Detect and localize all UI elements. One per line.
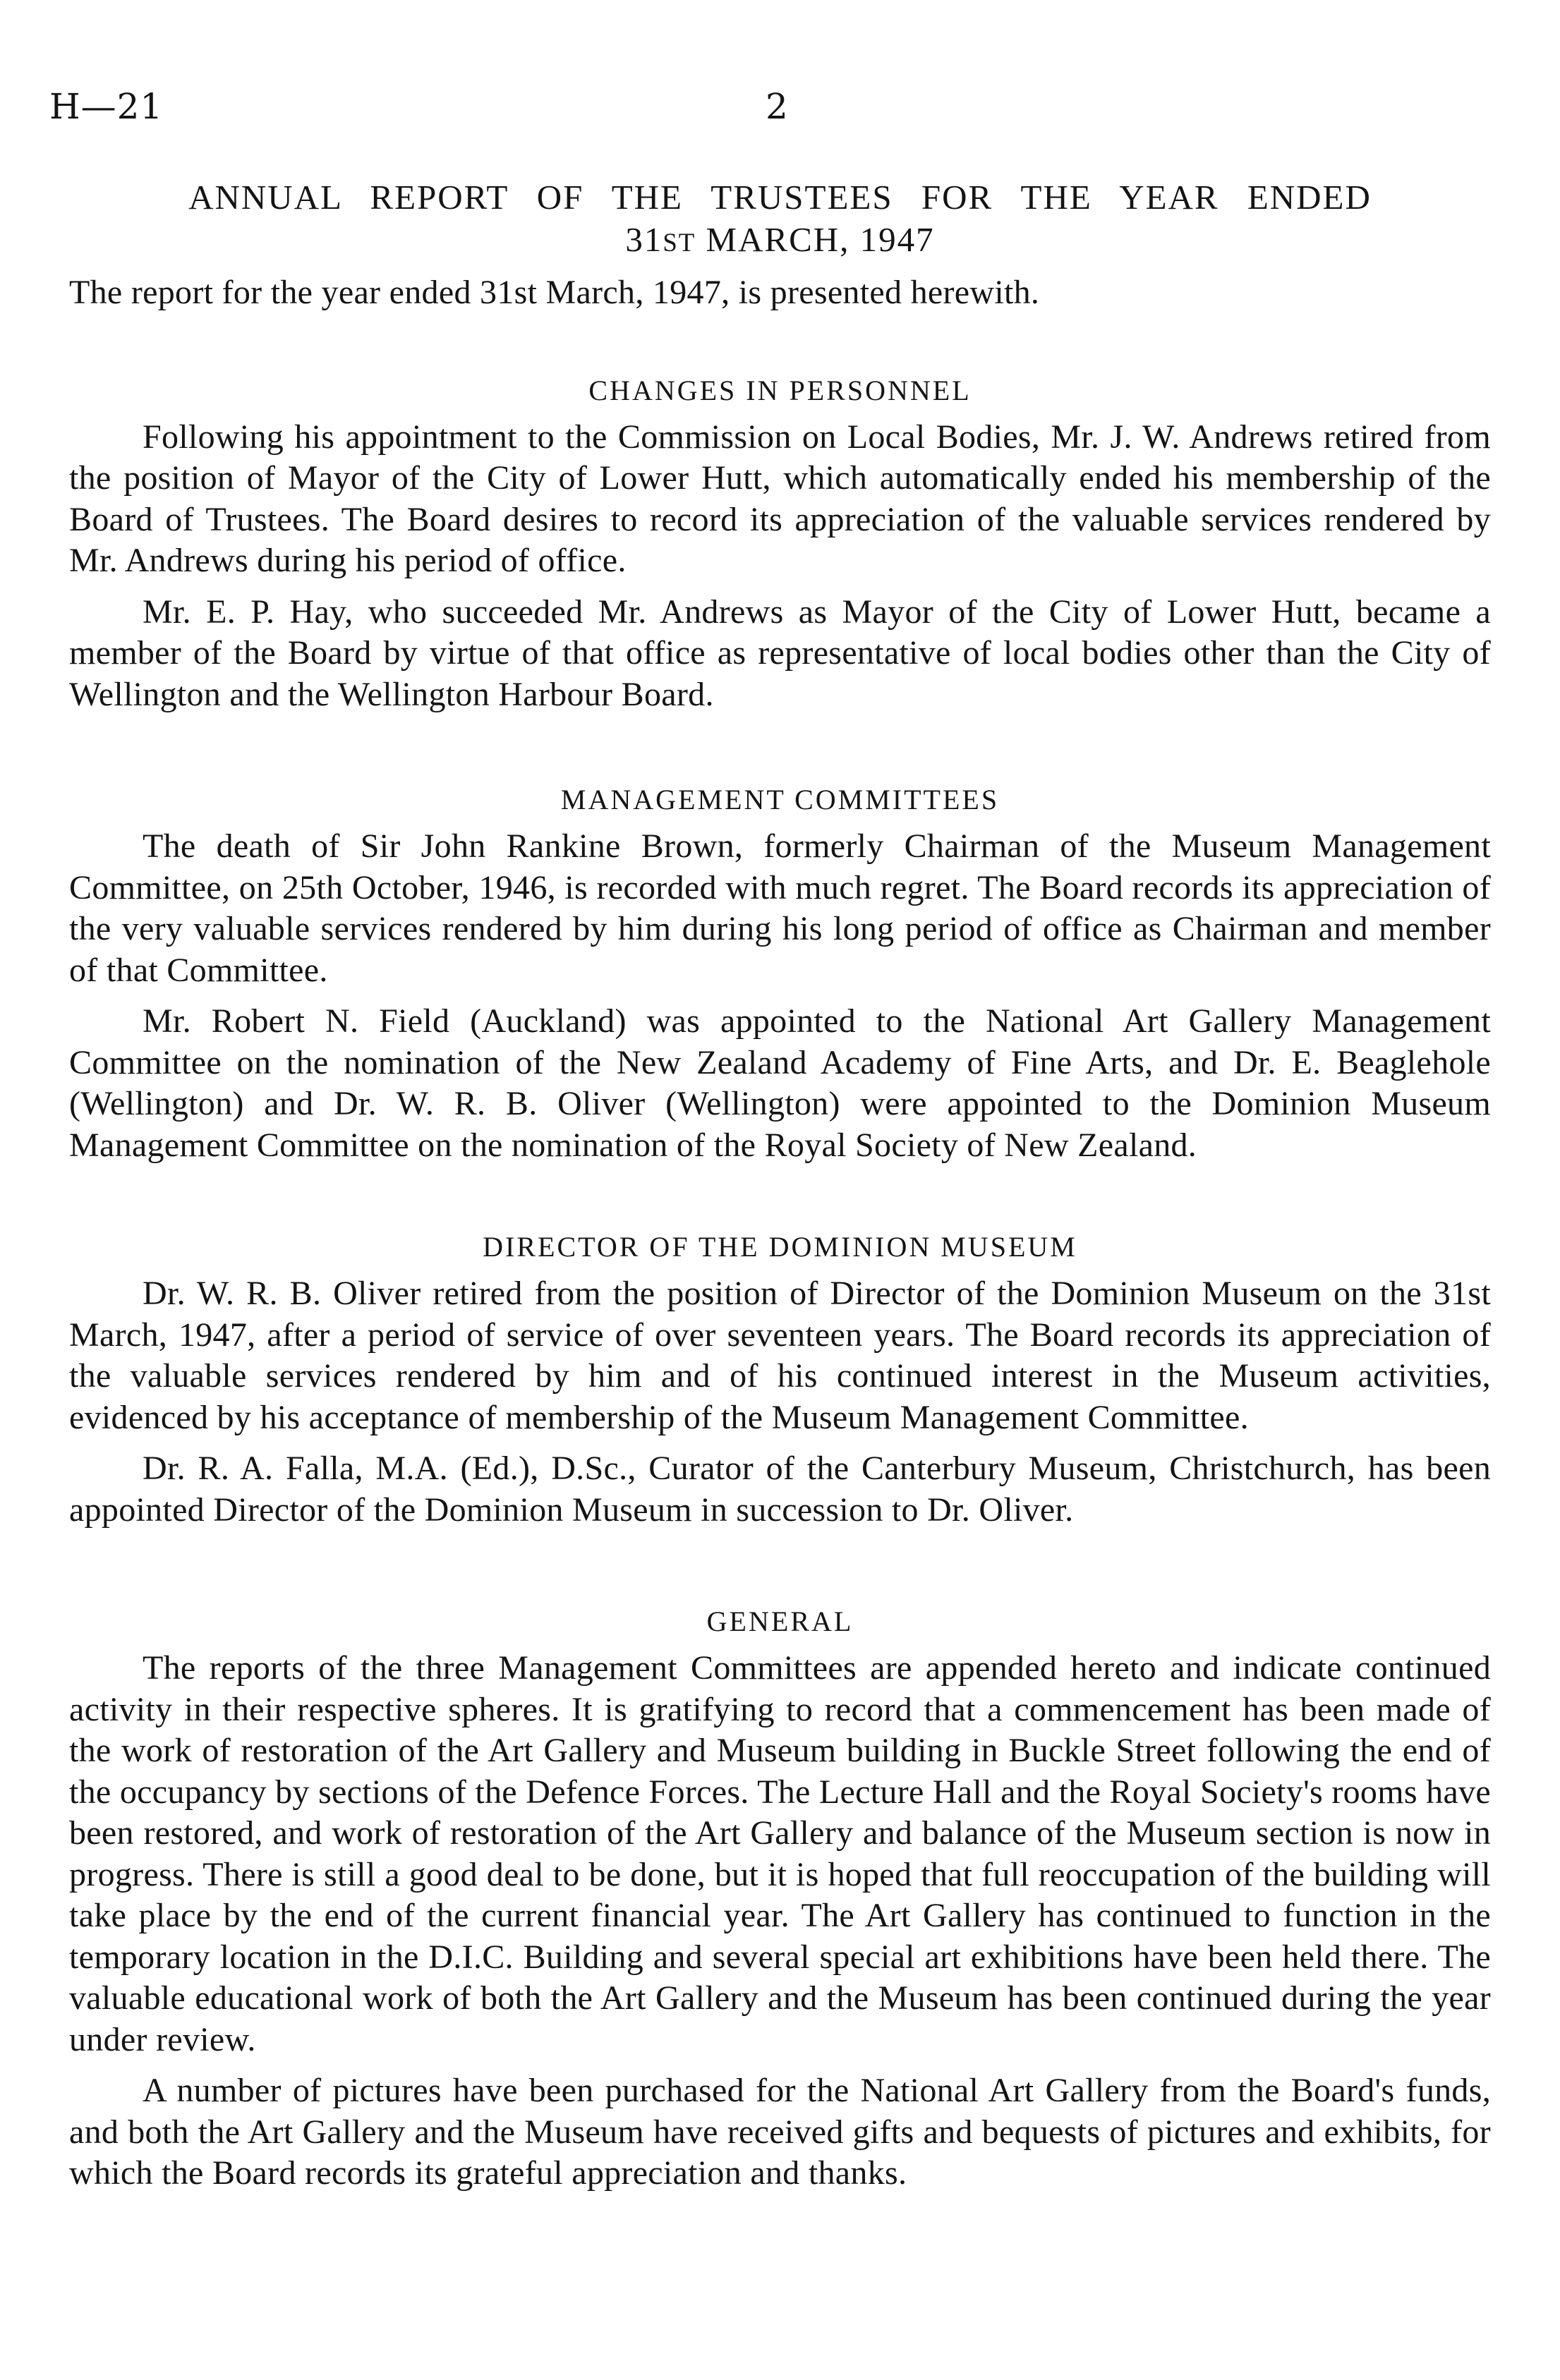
report-title (69, 176, 1491, 264)
page-number: 2 (766, 86, 788, 127)
paragraph: Dr. R. A. Falla, M.A. (Ed.), D.Sc., Curator of the Canterbury Museum, Christchurch, has been appointed Director of the Dominion Museum in succession to Dr. Oliver. (69, 1450, 1491, 1529)
paragraph: Mr. E. P. Hay, who succeeded Mr. Andrews as Mayor of the City of Lower Hutt, became a member of the Board by virtue of that office as representative of local bodies other than the City of Wellington and the Wellington Harbour Board. (69, 593, 1491, 713)
paragraph: A number of pictures have been purchased for the National Art Gallery from the Board's funds, and both the Art Gallery and the Museum have received gifts and bequests of pictures and exhibits, for which the Board records its grateful appreciation and thanks. (69, 2072, 1491, 2192)
section-heading-general: GENERAL (706, 1605, 854, 1637)
section-heading-changes-in-personnel: CHANGES IN PERSONNEL (588, 374, 972, 406)
report-title-day-suffix: ST (663, 228, 696, 257)
section-heading-director: DIRECTOR OF THE DOMINION MUSEUM (483, 1231, 1077, 1263)
paragraph: Following his appointment to the Commission on Local Bodies, Mr. J. W. Andrews retired from the position of Mayor of the City of Lower Hutt, which automatically ended his membership of the Board of Trustees. The Board desires to record its appreciation of the valuable services rendered by Mr. Andrews during his period of office. (69, 418, 1491, 579)
section-heading-management-committees: MANAGEMENT COMMITTEES (560, 784, 1000, 815)
report-title-line-2 (69, 219, 1491, 264)
paragraph: Mr. Robert N. Field (Auckland) was appointed to the National Art Gallery Management Committee on the nomination of the New Zealand Academy of Fine Arts, and Dr. E. Beaglehole (Wellington) and Dr. W. R. B. Oliver (Wellington) were appointed to the Dominion Museum Management Committee on the nomination of the Royal Society of New Zealand. (69, 1002, 1491, 1164)
document-reference: H—21 (49, 86, 164, 127)
paragraph: The reports of the three Management Committees are appended hereto and indicate continued activity in their respective spheres. It is gratifying to record that a commencement has been made of the work of restoration of the Art Gallery and Museum building in Buckle Street following the end of the occupancy by sections of the Defence Forces. The Lecture Hall and the Royal Society's rooms have been restored, and work of restoration of the Art Gallery and balance of the Museum section is now in progress. There is still a good deal to be done, but it is hoped that full reoccupation of the building will take place by the end of the current financial year. The Art Gallery has continued to function in the temporary location in the D.I.C. Building and several special art exhibitions have been held there. The valuable educational work of both the Art Gallery and the Museum has been continued during the year under review. (69, 1649, 1491, 2058)
paragraph: Dr. W. R. B. Oliver retired from the position of Director of the Dominion Museum on the 31st March, 1947, after a period of service of over seventeen years. The Board records its appreciation of the valuable services rendered by him and of his continued interest in the Museum activities, evidenced by his acceptance of membership of the Museum Management Committee. (69, 1275, 1491, 1436)
report-title-day: 31 (625, 220, 663, 259)
paragraph: The death of Sir John Rankine Brown, formerly Chairman of the Museum Management Committee, on 25th October, 1946, is recorded with much regret. The Board records its appreciation of the very valuable services rendered by him during his long period of office as Chairman and member of that Committee. (69, 827, 1491, 989)
report-intro: The report for the year ended 31st March, 1947, is presented herewith. (69, 274, 1040, 311)
report-title-month-year: MARCH, 1947 (696, 220, 935, 259)
page-content (69, 176, 1491, 2194)
report-title-line-1: ANNUAL REPORT OF THE TRUSTEES FOR THE YEAR ENDED (188, 178, 1372, 217)
